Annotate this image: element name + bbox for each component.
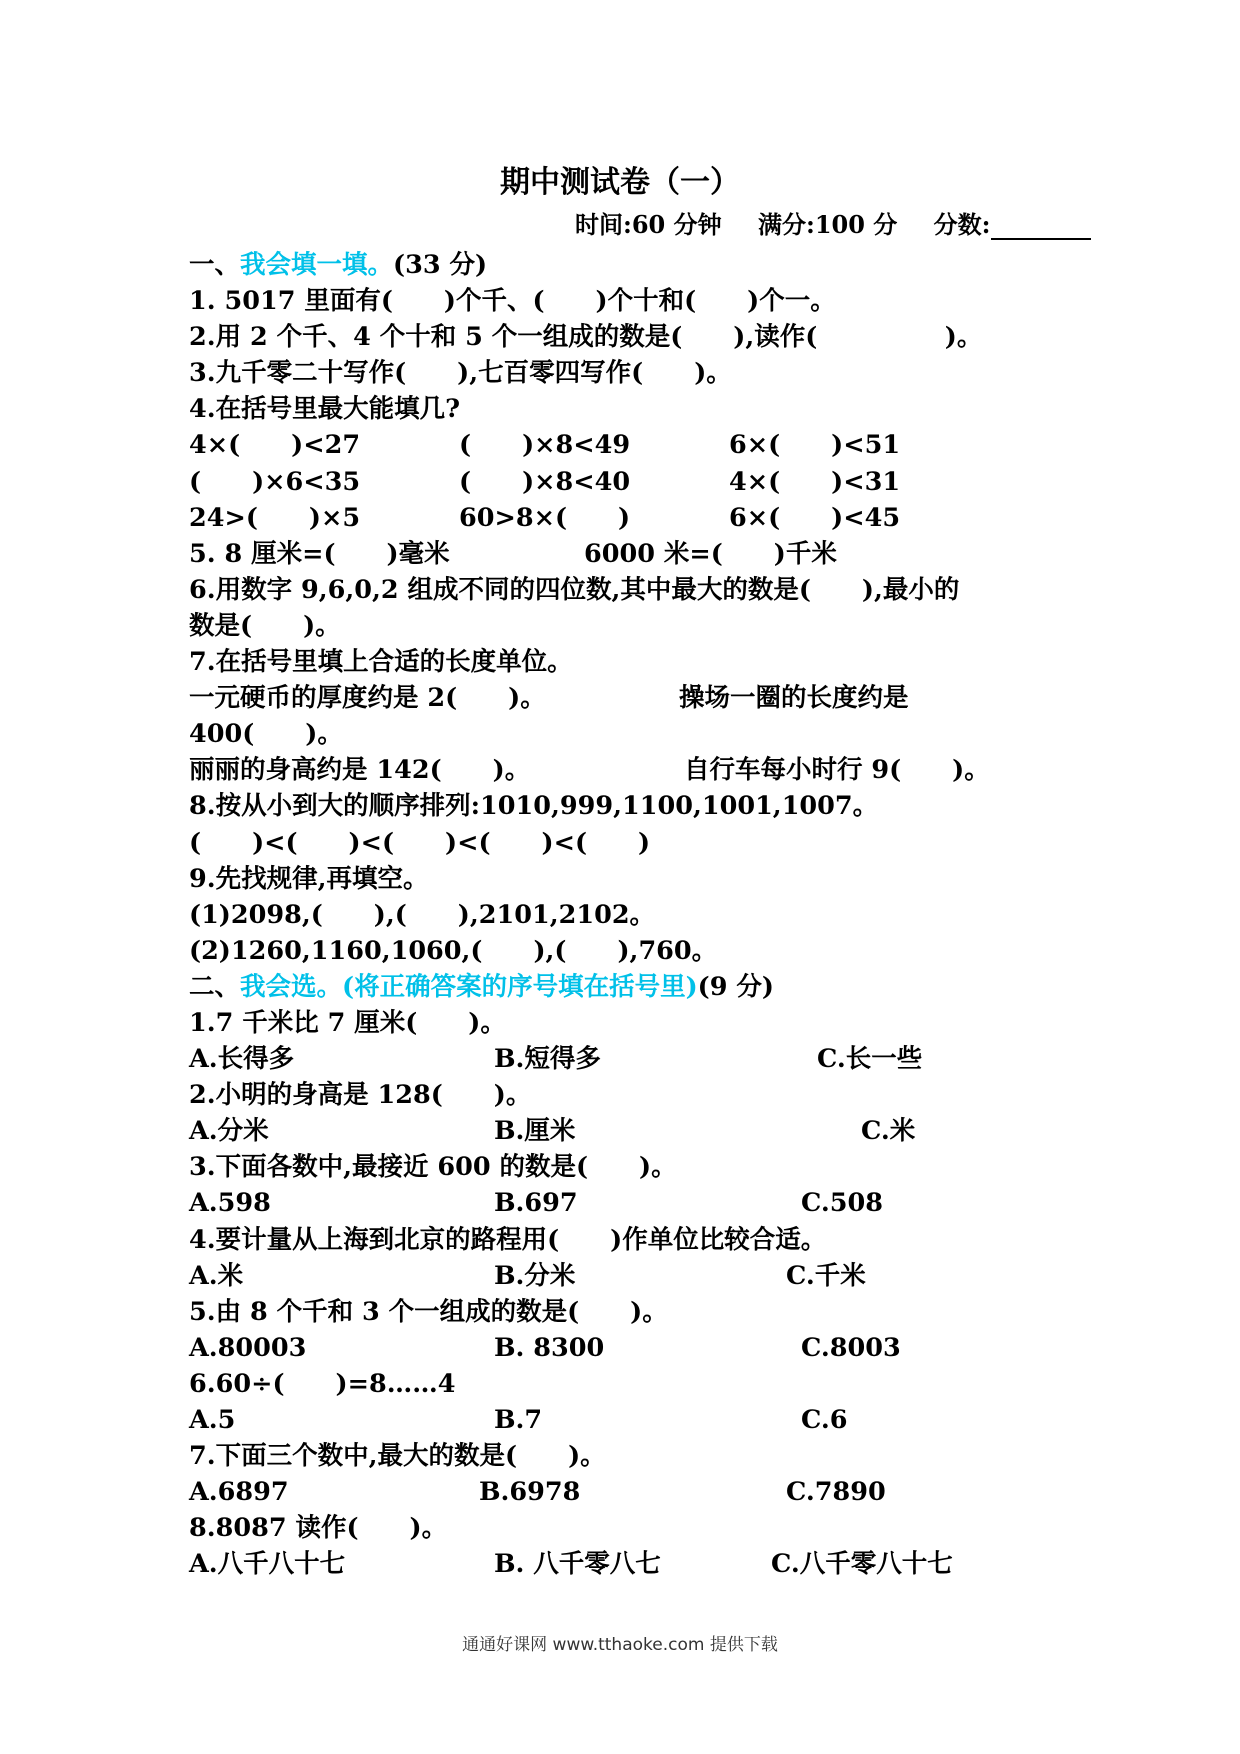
section2-points: (9 分) bbox=[697, 971, 774, 1002]
q1-4-item: 24>( )×5 bbox=[189, 502, 361, 533]
q2-1-options bbox=[189, 1041, 1089, 1077]
q1-7c: 丽丽的身高约是 142( )。 bbox=[189, 755, 531, 786]
option-a: A.598 bbox=[189, 1188, 271, 1219]
q1-7a: 一元硬币的厚度约是 2( )。 bbox=[189, 683, 546, 714]
option-a: A.5 bbox=[189, 1405, 236, 1435]
option-a: A.6897 bbox=[189, 1477, 289, 1508]
section1-heading bbox=[189, 247, 1089, 283]
option-b: B.短得多 bbox=[494, 1044, 601, 1075]
q2-7: 7.下面三个数中,最大的数是( )。 bbox=[189, 1441, 606, 1472]
q1-4-row-3 bbox=[189, 500, 1089, 536]
q1-4-row-1 bbox=[189, 427, 1089, 463]
q1-7: 7.在括号里填上合适的长度单位。 bbox=[189, 647, 573, 678]
section1-points: (33 分) bbox=[393, 250, 488, 280]
q1-4-item: 4×( )<27 bbox=[189, 430, 361, 461]
exam-title: 期中测试卷（一） bbox=[500, 165, 740, 200]
option-a: A.分米 bbox=[189, 1116, 269, 1147]
option-b: B. 八千零八七 bbox=[494, 1549, 661, 1580]
q2-1: 1.7 千米比 7 厘米( )。 bbox=[189, 1007, 506, 1038]
q1-4-item: 4×( )<31 bbox=[729, 466, 901, 497]
score-blank[interactable] bbox=[991, 212, 1091, 240]
exam-meta bbox=[575, 205, 1119, 240]
q1-4-item: ( )×8<49 bbox=[459, 430, 631, 461]
q1-7-row-2: 400( )。 bbox=[189, 719, 343, 750]
q2-3: 3.下面各数中,最接近 600 的数是( )。 bbox=[189, 1152, 677, 1183]
full-score: 满分:100 分 bbox=[757, 210, 898, 239]
section1-title: 我会填一填。 bbox=[240, 250, 394, 280]
score-label: 分数: bbox=[933, 210, 991, 239]
q1-5 bbox=[189, 536, 1089, 572]
q1-8-blanks: ( )<( )<( )<( )<( ) bbox=[189, 827, 651, 858]
q2-4: 4.要计量从上海到北京的路程用( )作单位比较合适。 bbox=[189, 1224, 827, 1255]
q2-5-options bbox=[189, 1330, 1089, 1366]
option-c: C.6 bbox=[801, 1405, 848, 1435]
q1-4-item: 6×( )<45 bbox=[729, 502, 901, 533]
q2-7-options bbox=[189, 1474, 1089, 1510]
q1-7-row-3 bbox=[189, 752, 1089, 788]
option-a: A.80003 bbox=[189, 1332, 307, 1363]
q1-6-line1: 6.用数字 9,6,0,2 组成不同的四位数,其中最大的数是( ),最小的 bbox=[189, 574, 960, 605]
option-a: A.长得多 bbox=[189, 1044, 295, 1075]
q1-9: 9.先找规律,再填空。 bbox=[189, 863, 429, 894]
option-b: B. 8300 bbox=[494, 1332, 605, 1363]
section2-heading bbox=[189, 969, 1089, 1005]
q1-4-row-2 bbox=[189, 464, 1089, 500]
q2-5: 5.由 8 个千和 3 个一组成的数是( )。 bbox=[189, 1296, 668, 1327]
option-b: B.分米 bbox=[494, 1260, 576, 1291]
time-limit: 时间:60 分钟 bbox=[575, 210, 722, 239]
q2-2: 2.小明的身高是 128( )。 bbox=[189, 1080, 532, 1111]
option-b: B.697 bbox=[494, 1188, 578, 1219]
q2-3-options bbox=[189, 1185, 1089, 1221]
option-b: B.6978 bbox=[479, 1477, 581, 1508]
q1-4-item: 60>8×( ) bbox=[459, 502, 631, 533]
q2-8: 8.8087 读作( )。 bbox=[189, 1513, 448, 1544]
option-c: C.米 bbox=[861, 1116, 916, 1147]
option-c: C.长一些 bbox=[817, 1044, 923, 1075]
q2-6-options bbox=[189, 1402, 1089, 1438]
q1-4: 4.在括号里最大能填几? bbox=[189, 394, 461, 425]
footer-credit: 通通好课网 www.tthaoke.com 提供下载 bbox=[462, 1635, 778, 1655]
section1-prefix: 一、 bbox=[189, 250, 241, 280]
q1-7b: 操场一圈的长度约是 bbox=[679, 683, 909, 714]
option-c: C.千米 bbox=[786, 1260, 866, 1291]
option-c: C.508 bbox=[801, 1188, 883, 1219]
option-a: A.米 bbox=[189, 1260, 244, 1291]
option-c: C.8003 bbox=[801, 1332, 901, 1363]
q1-5a: 5. 8 厘米=( )毫米 bbox=[189, 538, 450, 569]
q2-4-options bbox=[189, 1258, 1089, 1294]
option-c: C.7890 bbox=[786, 1477, 886, 1508]
q2-8-options bbox=[189, 1546, 1089, 1582]
option-a: A.八千八十七 bbox=[189, 1549, 346, 1580]
q1-1: 1. 5017 里面有( )个千、( )个十和( )个一。 bbox=[189, 286, 836, 317]
q2-2-options bbox=[189, 1113, 1089, 1149]
q1-3: 3.九千零二十写作( ),七百零四写作( )。 bbox=[189, 358, 732, 389]
q1-9-1: (1)2098,( ),( ),2101,2102。 bbox=[189, 899, 656, 930]
q1-4-item: ( )×8<40 bbox=[459, 466, 631, 497]
q1-8: 8.按从小到大的顺序排列:1010,999,1100,1001,1007。 bbox=[189, 791, 879, 822]
q1-7d: 自行车每小时行 9( )。 bbox=[684, 755, 990, 786]
q1-2: 2.用 2 个千、4 个十和 5 个一组成的数是( ),读作( )。 bbox=[189, 322, 983, 353]
q1-4-item: ( )×6<35 bbox=[189, 466, 361, 497]
q1-9-2: (2)1260,1160,1060,( ),( ),760。 bbox=[189, 935, 718, 966]
option-b: B.厘米 bbox=[494, 1116, 576, 1147]
option-c: C.八千零八十七 bbox=[771, 1549, 953, 1580]
q1-6-line2: 数是( )。 bbox=[189, 610, 341, 641]
exam-content bbox=[189, 247, 1089, 1582]
section2-prefix: 二、 bbox=[189, 971, 241, 1002]
q2-6: 6.60÷( )=8……4 bbox=[189, 1368, 456, 1399]
q1-4-item: 6×( )<51 bbox=[729, 430, 901, 461]
q1-7-row-1 bbox=[189, 680, 1089, 716]
option-b: B.7 bbox=[494, 1405, 543, 1435]
section2-title: 我会选。(将正确答案的序号填在括号里) bbox=[240, 971, 698, 1002]
q1-5b: 6000 米=( )千米 bbox=[584, 538, 837, 569]
